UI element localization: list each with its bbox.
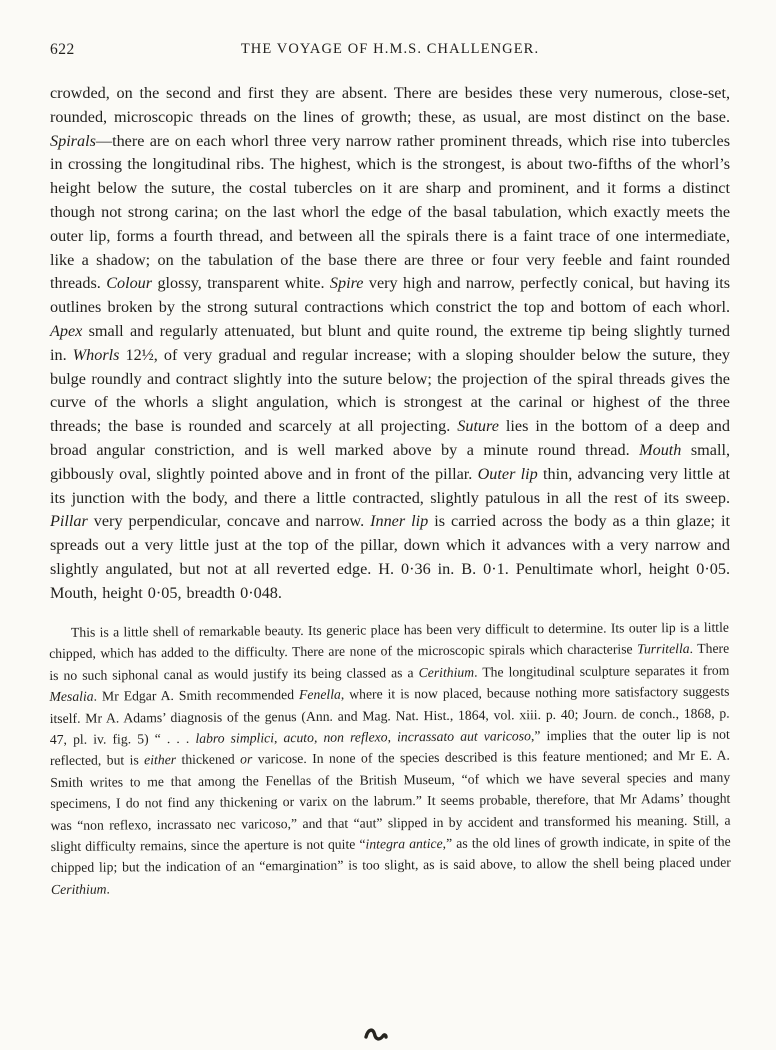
ink-smudge-mark <box>364 1026 388 1044</box>
page-number: 622 <box>50 41 75 58</box>
commentary-paragraph: This is a little shell of remarkable beauty. Its generic place has been very difficult to determine. Its outer lip is a little chipped, which has added to the difficulty. There are none of the microscopic spirals which characterise Turritella. There is no such siphonal canal as would justify its being classed as a Cerithium. The longitudinal sculpture separates it from Mesalia. Mr Edgar A. Smith recommended Fenella, where it is now placed, because nothing more satisfactory suggests itself. Mr A. Adams’ diagnosis of the genus (Ann. and Mag. Nat. Hist., 1864, vol. xiii. p. 40; Journ. de conch., 1868, p. 47, pl. iv. fig. 5) “ . . . labro simplici, acuto, non reflexo, incrassato aut varicoso,” implies that the outer lip is not reflected, but is either thickened or varicose. In none of the species described is this feature mentioned; and Mr E. A. Smith writes to me that among the Fenellas of the British Museum, “of which we have several species and many specimens, I do not find any thickening or varix on the labrum.” It seems probable, therefore, that Mr Adams’ thought was “non reflexo, incrassato nec varicoso,” and that “aut” slipped in by accident and transformed his meaning. Still, a slight difficulty remains, since the aperture is not quite “integra antice,” as the old lines of growth indicate, in spite of the chipped lip; but the indication of an “emargination” is too slight, as is said above, to allow the shell being placed under Cerithium. <box>49 619 731 897</box>
running-title: THE VOYAGE OF H.M.S. CHALLENGER. <box>240 41 540 57</box>
page-body <box>50 82 730 900</box>
ink-smudge-artifact <box>364 1026 388 1044</box>
species-description-paragraph: crowded, on the second and first they are absent. There are besides these very numerous, close-set, rounded, microscopic threads on the lines of growth; these, as usual, are most distinct on the base. Spirals—there are on each whorl three very narrow rather prominent threads, which rise into tubercles in crossing the longitudinal ribs. The highest, which is the strongest, is about two-fifths of the whorl’s height below the suture, the costal tubercles on it are sharp and prominent, and it forms a distinct though not strong carina; on the last whorl the edge of the basal tabulation, which exactly meets the outer lip, forms a fourth thread, and between all the spirals there is a faint trace of one intermediate, like a shadow; on the tabulation of the base there are three or four very feeble and faint rounded threads. Colour glossy, transparent white. Spire very high and narrow, perfectly conical, but having its outlines broken by the strong sutural contractions which constrict the top and bottom of each whorl. Apex small and regularly attenuated, but blunt and quite round, the extreme tip being slightly turned in. Whorls 12½, of very gradual and regular increase; with a sloping shoulder below the suture, they bulge roundly and contract slightly into the suture below; the projection of the spiral threads gives the curve of the whorls a slight angulation, which is strongest at the carinal or highest of the three threads; the base is rounded and scarcely at all projecting. Suture lies in the bottom of a deep and broad angular constriction, and is well marked above by a minute round thread. Mouth small, gibbously oval, slightly pointed above and in front of the pillar. Outer lip thin, advancing very little at its junction with the body, and there a little contracted, slightly patulous in all the rest of its sweep. Pillar very perpendicular, concave and narrow. Inner lip is carried across the body as a thin glaze; it spreads out a very little just at the top of the pillar, down which it advances with a very narrow and slightly angulated, but not at all reverted edge. H. 0·36 in. B. 0·1. Penultimate whorl, height 0·05. Mouth, height 0·05, breadth 0·048. <box>50 84 731 602</box>
page-header <box>50 41 730 63</box>
